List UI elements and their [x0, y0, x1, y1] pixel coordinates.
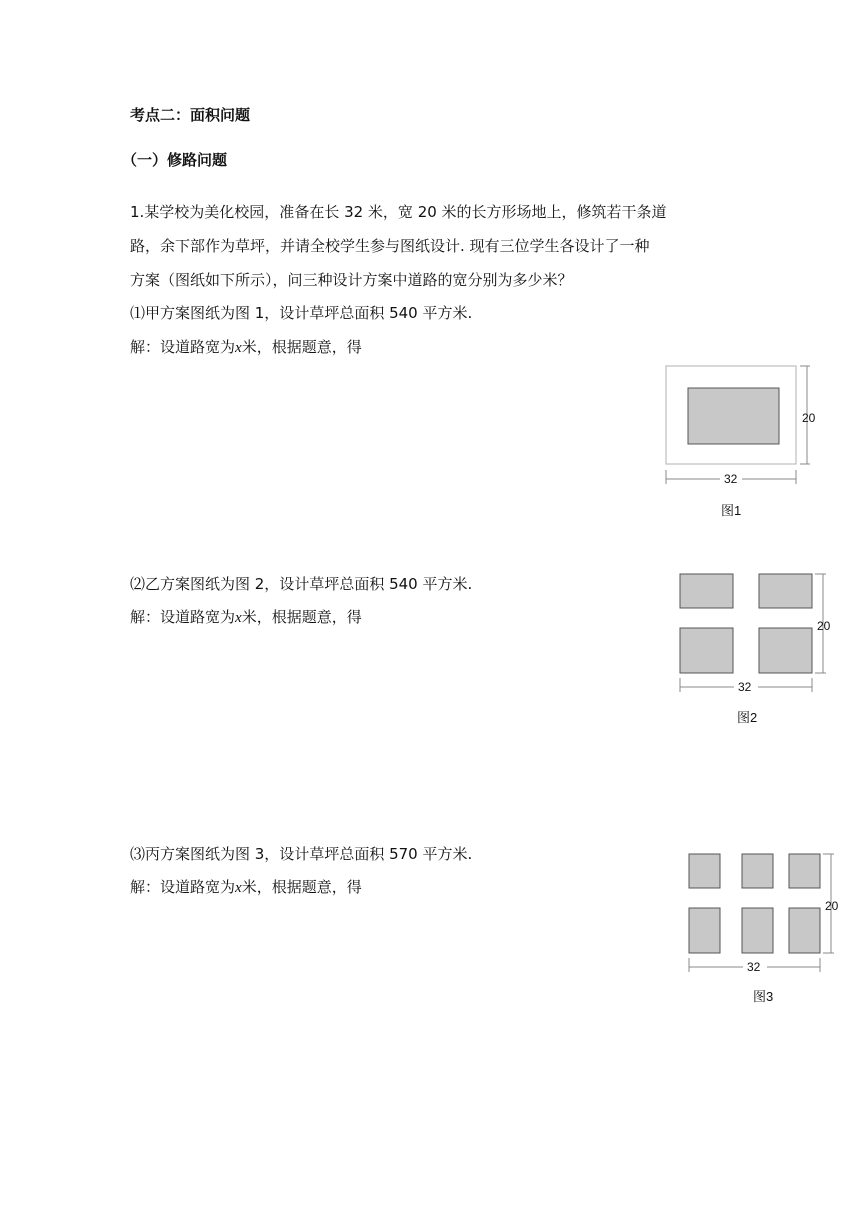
- solution-suffix: 米，根据题意，得: [241, 878, 362, 896]
- problem-line-2: 路，余下部作为草坪，并请全校学生参与图纸设计. 现有三位学生各设计了一种: [130, 237, 650, 255]
- part-3-statement: ⑶丙方案图纸为图 3，设计草坪总面积 570 平方米.: [130, 845, 473, 863]
- variable-x: x: [235, 340, 242, 356]
- variable-x: x: [235, 880, 242, 896]
- solution-prefix: 解：设道路宽为: [130, 878, 236, 896]
- length-label: 32: [738, 680, 752, 694]
- problem-line-3: 方案（图纸如下所示），问三种设计方案中道路的宽分别为多少米？: [130, 271, 573, 289]
- solution-prefix: 解：设道路宽为: [130, 338, 236, 356]
- solution-suffix: 米，根据题意，得: [241, 338, 362, 356]
- figure-2-caption: 图2: [737, 710, 758, 725]
- lawn: [689, 854, 720, 888]
- lawn: [680, 574, 733, 608]
- part-1-statement: ⑴甲方案图纸为图 1，设计草坪总面积 540 平方米.: [130, 304, 473, 322]
- solution-suffix: 米，根据题意，得: [241, 608, 362, 626]
- part-2-statement: ⑵乙方案图纸为图 2，设计草坪总面积 540 平方米.: [130, 575, 473, 593]
- solution-prefix: 解：设道路宽为: [130, 608, 236, 626]
- width-label: 20: [802, 411, 816, 425]
- lawn: [680, 628, 733, 673]
- figure-1: [660, 360, 830, 490]
- lawn: [688, 388, 779, 444]
- length-label: 32: [747, 960, 761, 974]
- figure-1-caption: 图1: [721, 503, 742, 518]
- lawn: [689, 908, 720, 953]
- figure-2: [676, 570, 836, 696]
- figure-3-caption: 图3: [753, 989, 774, 1004]
- width-label: 20: [817, 619, 831, 633]
- part-3-solution: [130, 877, 362, 898]
- subsection-heading: （一）修路问题: [122, 151, 228, 169]
- width-label: 20: [825, 899, 839, 913]
- variable-x: x: [235, 610, 242, 626]
- lawn: [759, 628, 812, 673]
- problem-line-1: 1.某学校为美化校园，准备在长 32 米，宽 20 米的长方形场地上，修筑若干条道: [130, 203, 667, 221]
- lawn: [759, 574, 812, 608]
- part-1-solution: [130, 337, 362, 358]
- figure-3: [685, 850, 845, 976]
- lawn: [742, 854, 773, 888]
- lawn: [742, 908, 773, 953]
- section-heading: 考点二：面积问题: [130, 106, 251, 124]
- part-2-solution: [130, 607, 362, 628]
- lawn: [789, 908, 820, 953]
- lawn: [789, 854, 820, 888]
- length-label: 32: [724, 472, 738, 486]
